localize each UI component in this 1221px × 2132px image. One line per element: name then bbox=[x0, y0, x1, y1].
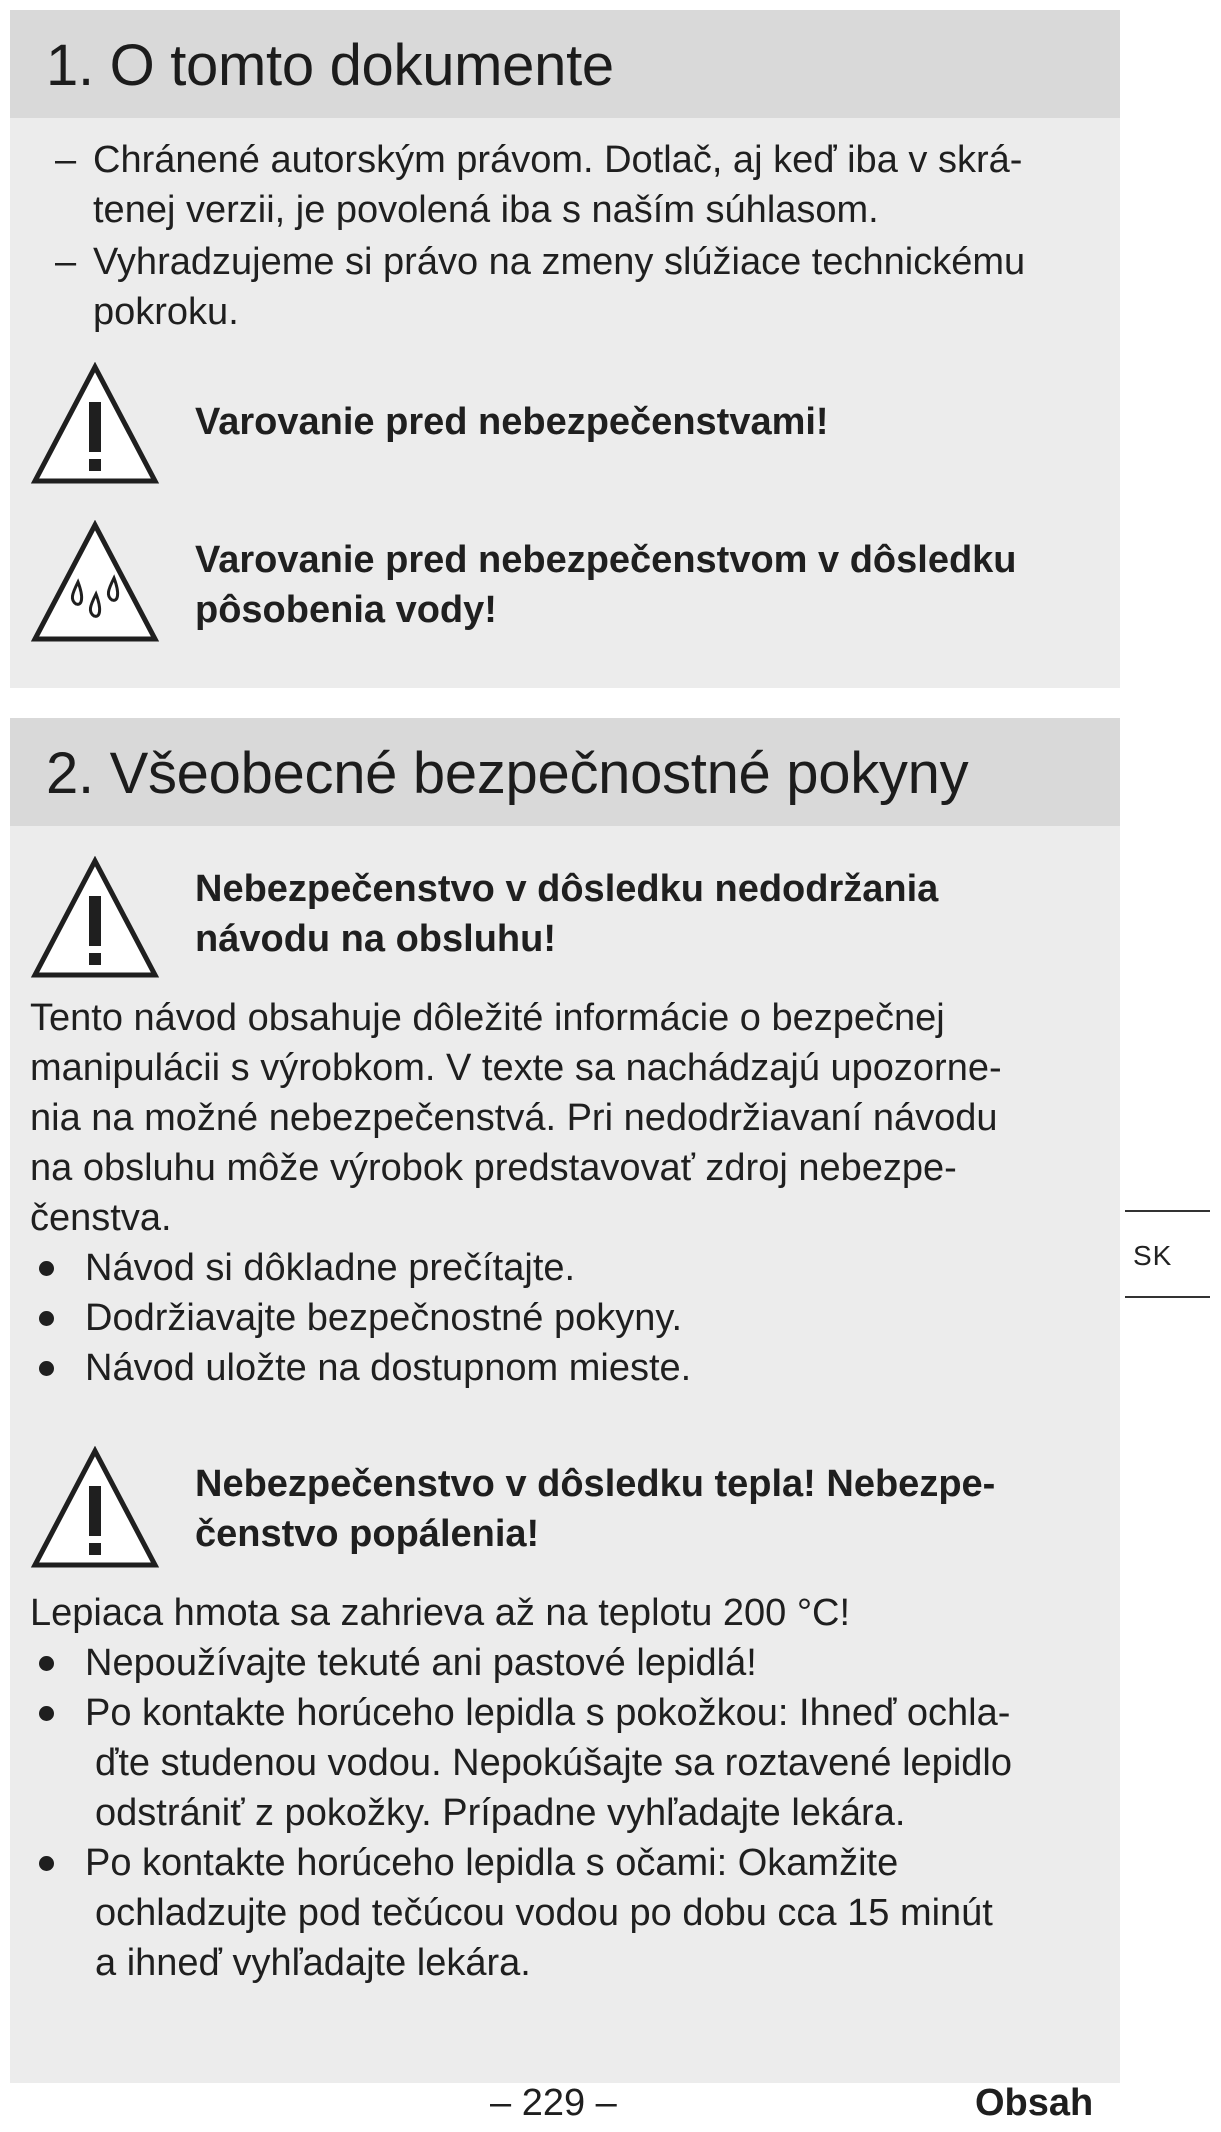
list-item bbox=[55, 237, 1105, 337]
language-tab[interactable] bbox=[1125, 1210, 1210, 1300]
tab-rule-bottom bbox=[1125, 1296, 1210, 1298]
warning-text bbox=[195, 1459, 995, 1559]
list-item bbox=[55, 135, 1105, 235]
section-title: 1. O tomto dokumente bbox=[46, 33, 614, 98]
bullet-item bbox=[30, 1638, 1110, 1688]
warning-text bbox=[195, 535, 1017, 635]
warning-heat bbox=[30, 1446, 1110, 1576]
dash-marker: – bbox=[55, 139, 77, 181]
bullet-line: odstrániť z pokožky. Prípadne vyhľadajte lekára. bbox=[95, 1792, 906, 1834]
bullet-line: ochladzujte pod tečúcou vodou po dobu cca 15 minút bbox=[95, 1892, 993, 1934]
bullet-item bbox=[30, 1688, 1110, 1838]
bullet-line: ďte studenou vodou. Nepokúšajte sa roztavené lepidlo bbox=[95, 1742, 1012, 1784]
warning-text-line: Varovanie pred nebezpečenstvom v dôsledku bbox=[195, 539, 1017, 581]
paragraph-line: na obsluhu môže výrobok predstavovať zdroj nebezpe- bbox=[30, 1147, 957, 1189]
warning-text: Varovanie pred nebezpečenstvami! bbox=[195, 401, 829, 443]
paragraph-line: Tento návod obsahuje dôležité informácie o bezpečnej bbox=[30, 997, 945, 1039]
contents-link[interactable]: Obsah bbox=[975, 2082, 1094, 2124]
section-general-safety bbox=[10, 718, 1120, 2083]
section-title: 2. Všeobecné bezpečnostné pokyny bbox=[46, 741, 969, 806]
warning-water bbox=[30, 520, 1110, 650]
heat-paragraph: Lepiaca hmota sa zahrieva až na teplotu 200 °C! bbox=[30, 1592, 851, 1634]
section-about-document bbox=[10, 10, 1120, 688]
bullet-item bbox=[30, 1838, 1110, 1988]
warning-triangle-icon bbox=[30, 362, 160, 486]
paragraph-line: manipulácii s výrobkom. V texte sa nachádzajú upozorne- bbox=[30, 1047, 1002, 1089]
list-item-line: Vyhradzujeme si právo na zmeny slúžiace technickému bbox=[93, 241, 1026, 283]
water-drops-warning-icon bbox=[30, 520, 160, 644]
bullet-item: Dodržiavajte bezpečnostné pokyny. bbox=[30, 1293, 1110, 1343]
tab-rule-top bbox=[1125, 1210, 1210, 1212]
bullet-line: a ihneď vyhľadajte lekára. bbox=[95, 1942, 531, 1984]
list-item-line: Chránené autorským právom. Dotlač, aj keď iba v skrá- bbox=[93, 139, 1023, 181]
warning-text bbox=[195, 864, 938, 964]
bullet-line: Po kontakte horúceho lepidla s pokožkou: Ihneď ochla- bbox=[85, 1692, 1011, 1734]
warning-text-line: pôsobenia vody! bbox=[195, 589, 497, 631]
page-number: – 229 – bbox=[490, 2082, 617, 2124]
bullet-line: Po kontakte horúceho lepidla s očami: Okamžite bbox=[85, 1842, 899, 1884]
bullet-line: Nepoužívajte tekuté ani pastové lepidlá! bbox=[85, 1642, 757, 1684]
warning-text-line: čenstvo popálenia! bbox=[195, 1513, 540, 1555]
intro-paragraph bbox=[30, 993, 1120, 1243]
bullet-item: Návod uložte na dostupnom mieste. bbox=[30, 1343, 1110, 1393]
instructions-bullet-list bbox=[30, 1243, 1110, 1393]
list-item-line: pokroku. bbox=[93, 291, 239, 333]
paragraph-line: nia na možné nebezpečenstvá. Pri nedodržiavaní návodu bbox=[30, 1097, 998, 1139]
heat-bullet-list bbox=[30, 1638, 1110, 1988]
bullet-item: Návod si dôkladne prečítajte. bbox=[30, 1243, 1110, 1293]
warning-triangle-icon bbox=[30, 856, 160, 980]
warning-text-line: návodu na obsluhu! bbox=[195, 918, 556, 960]
section-header bbox=[10, 718, 1120, 826]
warning-text-line: Nebezpečenstvo v dôsledku tepla! Nebezpe- bbox=[195, 1463, 996, 1505]
warning-triangle-icon bbox=[30, 1446, 160, 1570]
section-header bbox=[10, 10, 1120, 118]
dash-list bbox=[55, 135, 1105, 339]
warning-general bbox=[30, 362, 1110, 492]
language-tab-label: SK bbox=[1133, 1240, 1173, 1271]
warning-instructions bbox=[30, 856, 1110, 986]
list-item-line: tenej verzii, je povolená iba s naším súhlasom. bbox=[93, 189, 879, 231]
warning-text-line: Nebezpečenstvo v dôsledku nedodržania bbox=[195, 868, 939, 910]
paragraph-line: čenstva. bbox=[30, 1197, 172, 1239]
dash-marker: – bbox=[55, 241, 77, 283]
